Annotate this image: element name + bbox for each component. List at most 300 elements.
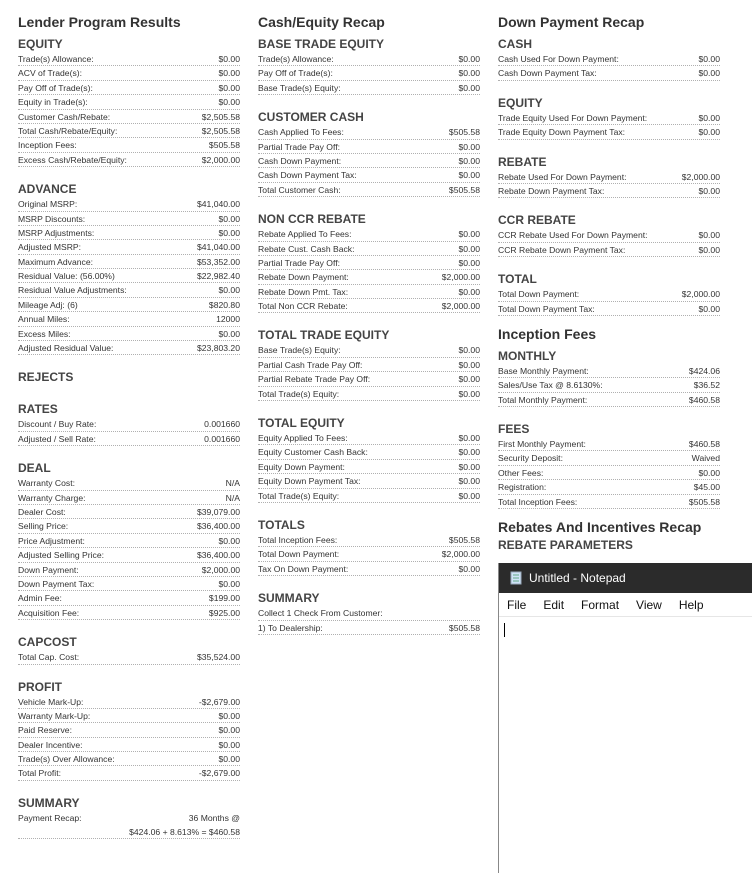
row-label: Cash Down Payment: [258, 155, 342, 166]
data-row [18, 66, 240, 80]
data-row [18, 563, 240, 577]
data-row [18, 695, 240, 709]
data-row [18, 491, 240, 505]
row-label: Trade Equity Used For Down Payment: [498, 112, 648, 123]
capcost-rows [18, 650, 240, 664]
row-label: Inception Fees: [18, 140, 77, 151]
row-value: $0.00 [458, 476, 480, 487]
row-label: First Monthly Payment: [498, 439, 586, 450]
row-value: $0.00 [458, 374, 480, 385]
row-value: 0.001660 [204, 433, 240, 444]
row-value: $36,400.00 [196, 550, 240, 561]
row-label: Total Inception Fees: [258, 534, 338, 545]
row-value: $0.00 [218, 54, 240, 64]
row-value: $0.00 [218, 213, 240, 224]
data-row [498, 302, 720, 316]
row-label: Cash Down Payment Tax: [258, 170, 357, 181]
data-row [258, 621, 480, 635]
row-value: $0.00 [218, 227, 240, 238]
rebate-heading: REBATE [498, 154, 547, 169]
row-value: $0.00 [458, 229, 480, 240]
data-row [258, 489, 480, 503]
data-row [498, 228, 720, 242]
data-row [18, 534, 240, 548]
fees-heading: FEES [498, 422, 530, 437]
row-label: Price Adjustment: [18, 535, 85, 546]
data-row [18, 52, 240, 66]
data-row [258, 140, 480, 154]
row-value: $2,000.00 [681, 171, 720, 182]
data-row [18, 153, 240, 167]
data-row [258, 154, 480, 168]
data-row [498, 170, 720, 184]
row-label: Cash Applied To Fees: [258, 127, 344, 138]
row-value: $820.80 [208, 299, 240, 310]
notepad-menu-bar [499, 593, 752, 617]
row-label: Rebate Applied To Fees: [258, 229, 352, 240]
row-label: 1) To Dealership: [258, 622, 323, 633]
data-row [18, 312, 240, 326]
totals-heading: TOTALS [258, 517, 305, 532]
row-label: Tax On Down Payment: [258, 563, 349, 574]
row-value: $0.00 [458, 461, 480, 472]
equity-heading: EQUITY [18, 37, 63, 51]
rates-rows [18, 417, 240, 446]
base-trade-equity-heading: BASE TRADE EQUITY [258, 37, 385, 51]
data-row [18, 548, 240, 562]
data-row [498, 364, 720, 378]
row-value: $0.00 [698, 230, 720, 241]
total-equity-heading: TOTAL EQUITY [258, 416, 345, 431]
data-row [498, 495, 720, 509]
row-label: Total Down Payment Tax: [498, 303, 595, 314]
row-label: Dealer Cost: [18, 506, 66, 517]
data-row [18, 255, 240, 269]
data-row [498, 125, 720, 139]
data-row [18, 709, 240, 723]
data-row [18, 95, 240, 109]
data-row [258, 66, 480, 80]
row-label: Total Inception Fees: [498, 496, 578, 507]
data-row [258, 431, 480, 445]
row-value: $0.00 [458, 345, 480, 356]
row-value: $0.00 [218, 97, 240, 108]
row-label: Adjusted Residual Value: [18, 343, 114, 354]
row-value: $0.00 [698, 467, 720, 478]
summary-heading: SUMMARY [18, 795, 80, 810]
row-value: $23,803.20 [196, 343, 240, 354]
row-label: Adjusted MSRP: [18, 242, 82, 253]
row-label: Customer Cash/Rebate: [18, 111, 111, 122]
row-value: $2,000.00 [441, 549, 480, 560]
row-label: Residual Value Adjustments: [18, 285, 127, 296]
rejects-heading: REJECTS [18, 370, 74, 385]
row-value: $424.06 [688, 365, 720, 376]
data-row [18, 283, 240, 297]
payment-recap-line: $424.06 + 8.613% = $460.58 [18, 825, 240, 839]
fees-rows [498, 437, 720, 509]
row-value: $505.58 [448, 622, 480, 633]
row-label: Rebate Used For Down Payment: [498, 171, 627, 182]
notepad-window[interactable] [498, 563, 752, 873]
data-row [258, 183, 480, 197]
data-row [258, 547, 480, 561]
row-value: $2,000.00 [441, 301, 480, 312]
row-value: $53,352.00 [196, 256, 240, 267]
lender-program-results-title: Lender Program Results [18, 14, 181, 30]
row-label: Other Fees: [498, 467, 544, 478]
data-row [498, 466, 720, 480]
ccr-rebate-rows [498, 228, 720, 257]
row-value: $0.00 [698, 68, 720, 79]
row-value: $0.00 [458, 563, 480, 574]
row-label: Partial Trade Pay Off: [258, 257, 340, 268]
row-value: $460.58 [688, 394, 720, 405]
data-row [498, 184, 720, 198]
row-label: Trade Equity Down Payment Tax: [498, 127, 626, 138]
total-trade-equity-rows [258, 343, 480, 401]
row-value: $0.00 [698, 54, 720, 64]
data-row [18, 81, 240, 95]
data-row [498, 393, 720, 407]
row-value: 0.001660 [204, 419, 240, 430]
data-row [18, 650, 240, 664]
cash-equity-recap-title: Cash/Equity Recap [258, 14, 385, 30]
row-value: $199.00 [208, 593, 240, 604]
row-label: Equity Applied To Fees: [258, 433, 348, 444]
row-label: Rebate Down Payment: [258, 272, 349, 283]
notepad-title-bar[interactable] [499, 563, 752, 593]
row-label: Trade(s) Allowance: [258, 54, 334, 64]
row-value: $0.00 [698, 127, 720, 138]
row-label: Rebate Down Pmt. Tax: [258, 286, 349, 297]
row-label: Excess Cash/Rebate/Equity: [18, 154, 127, 165]
data-row [498, 243, 720, 257]
row-value: 12000 [216, 314, 240, 325]
data-row [258, 358, 480, 372]
row-label: Total Cap. Cost: [18, 652, 80, 663]
cash-rows [498, 52, 720, 81]
total-equity-rows [258, 431, 480, 503]
menu-file[interactable]: File [507, 597, 527, 612]
row-value: $0.00 [458, 286, 480, 297]
row-value: -$2,679.00 [198, 768, 240, 779]
row-label: CCR Rebate Used For Down Payment: [498, 230, 648, 241]
row-value: $0.00 [218, 82, 240, 93]
rebates-incentives-title: Rebates And Incentives Recap [498, 519, 702, 536]
row-value: $0.00 [458, 388, 480, 399]
row-value: $0.00 [458, 257, 480, 268]
row-label: Selling Price: [18, 521, 69, 532]
row-value: $0.00 [698, 244, 720, 255]
row-value: $0.00 [458, 359, 480, 370]
cash-heading: CASH [498, 37, 533, 51]
row-value: $2,000.00 [441, 272, 480, 283]
data-row [258, 343, 480, 357]
equity-rows [18, 52, 240, 167]
row-value: Waived [691, 453, 720, 464]
data-row [18, 110, 240, 124]
row-label: Cash Used For Down Payment: [498, 54, 619, 64]
cash-equity-recap-column [258, 0, 480, 635]
notepad-icon [509, 571, 523, 585]
row-label: Cash Down Payment Tax: [498, 68, 597, 79]
equity3-heading: EQUITY [498, 95, 543, 110]
row-label: Partial Trade Pay Off: [258, 141, 340, 152]
row-label: Pay Off of Trade(s): [258, 68, 333, 79]
row-value: $36.52 [693, 380, 720, 391]
row-label: Equity Down Payment: [258, 461, 345, 472]
row-value: $0.00 [218, 535, 240, 546]
lender-program-results-column [18, 0, 240, 839]
row-label: Original MSRP: [18, 199, 78, 210]
data-row [18, 752, 240, 766]
data-row [18, 766, 240, 780]
data-row [258, 445, 480, 459]
data-row [18, 212, 240, 226]
row-label: Total Customer Cash: [258, 184, 341, 195]
row-label: Total Monthly Payment: [498, 394, 588, 405]
row-label: Rebate Cust. Cash Back: [258, 243, 355, 254]
notepad-text-area[interactable] [499, 617, 752, 873]
row-label: Pay Off of Trade(s): [18, 82, 93, 93]
row-value: $0.00 [698, 185, 720, 196]
data-row [258, 256, 480, 270]
row-label: Base Trade(s) Equity: [258, 82, 341, 93]
total3-rows [498, 287, 720, 316]
row-label: Total Non CCR Rebate: [258, 301, 348, 312]
row-label: Warranty Mark-Up: [18, 710, 91, 721]
data-row [258, 372, 480, 386]
data-row [18, 606, 240, 620]
row-value: $925.00 [208, 607, 240, 618]
row-label: Adjusted Selling Price: [18, 550, 104, 561]
menu-help[interactable]: Help [678, 597, 704, 612]
row-value: $2,505.58 [201, 125, 240, 136]
row-value: $505.58 [448, 534, 480, 545]
row-value: $505.58 [688, 496, 720, 507]
data-row [498, 437, 720, 451]
data-row [258, 52, 480, 66]
payment-recap-row [18, 811, 240, 825]
profit-rows [18, 695, 240, 781]
row-value: $2,000.00 [201, 154, 240, 165]
menu-view[interactable]: View [636, 597, 662, 612]
row-value: $0.00 [218, 754, 240, 765]
total-trade-equity-heading: TOTAL TRADE EQUITY [258, 328, 390, 343]
row-value: $0.00 [458, 433, 480, 444]
row-value: $41,040.00 [196, 199, 240, 210]
row-value: $2,000.00 [201, 564, 240, 575]
advance-rows [18, 197, 240, 355]
summary2-heading: SUMMARY [258, 591, 320, 606]
row-label: Maximum Advance: [18, 256, 93, 267]
advance-heading: ADVANCE [18, 182, 77, 197]
data-row [498, 451, 720, 465]
data-row [258, 533, 480, 547]
menu-format[interactable]: Format [581, 597, 620, 612]
row-label: Rebate Down Payment Tax: [498, 185, 605, 196]
data-row [18, 723, 240, 737]
rebate-parameters-heading: REBATE PARAMETERS [498, 538, 633, 553]
data-row [258, 242, 480, 256]
row-value: N/A [225, 492, 240, 503]
capcost-heading: CAPCOST [18, 635, 77, 650]
menu-edit[interactable]: Edit [543, 597, 565, 612]
monthly-rows [498, 364, 720, 407]
row-label: Sales/Use Tax @ 8.6130%: [498, 380, 603, 391]
monthly-heading: MONTHLY [498, 348, 557, 363]
row-label: Acquisition Fee: [18, 607, 80, 618]
data-row [258, 168, 480, 182]
row-label: Total Trade(s) Equity: [258, 490, 340, 501]
data-row [258, 474, 480, 488]
row-label: Warranty Cost: [18, 478, 75, 489]
row-label: Trade(s) Allowance: [18, 54, 94, 64]
down-payment-recap-title: Down Payment Recap [498, 14, 645, 30]
summary2-rows [258, 621, 480, 635]
row-value: $0.00 [458, 243, 480, 254]
row-label: Residual Value: (56.00%) [18, 271, 115, 282]
row-value: $0.00 [218, 710, 240, 721]
data-row [18, 476, 240, 490]
row-value: $2,000.00 [681, 289, 720, 300]
row-label: MSRP Adjustments: [18, 227, 95, 238]
payment-recap-label: Payment Recap: [18, 812, 82, 823]
row-label: Mileage Adj: (6) [18, 299, 78, 310]
row-label: Security Deposit: [498, 453, 563, 464]
data-row [498, 480, 720, 494]
rates-heading: RATES [18, 402, 58, 417]
row-value: $505.58 [448, 184, 480, 195]
row-value: $36,400.00 [196, 521, 240, 532]
data-row [258, 387, 480, 401]
row-label: Total Profit: [18, 768, 61, 779]
data-row [18, 138, 240, 152]
data-row [258, 270, 480, 284]
row-value: $41,040.00 [196, 242, 240, 253]
row-label: Down Payment Tax: [18, 578, 95, 589]
payment-recap-value: 36 Months @ [188, 812, 240, 823]
row-label: Partial Cash Trade Pay Off: [258, 359, 363, 370]
data-row [18, 124, 240, 138]
data-row [18, 577, 240, 591]
row-label: CCR Rebate Down Payment Tax: [498, 244, 626, 255]
row-value: $0.00 [458, 68, 480, 79]
data-row [18, 432, 240, 446]
deal-rows [18, 476, 240, 620]
data-row [258, 460, 480, 474]
row-label: MSRP Discounts: [18, 213, 86, 224]
row-value: $460.58 [688, 439, 720, 450]
customer-cash-rows [258, 125, 480, 197]
row-value: -$2,679.00 [198, 696, 240, 707]
data-row [18, 341, 240, 355]
text-caret [504, 623, 505, 637]
collect-check-line [258, 606, 480, 620]
data-row [258, 227, 480, 241]
row-value: N/A [225, 478, 240, 489]
data-row [258, 125, 480, 139]
row-value: $0.00 [218, 68, 240, 79]
total3-heading: TOTAL [498, 272, 537, 287]
row-value: $505.58 [208, 140, 240, 151]
equity3-rows [498, 111, 720, 140]
collect-check-label: Collect 1 Check From Customer: [258, 608, 383, 619]
data-row [18, 505, 240, 519]
deal-heading: DEAL [18, 461, 51, 476]
notepad-title: Untitled - Notepad [529, 571, 626, 585]
row-value: $0.00 [698, 303, 720, 314]
row-value: $0.00 [218, 578, 240, 589]
row-label: Adjusted / Sell Rate: [18, 433, 96, 444]
row-value: $0.00 [458, 447, 480, 458]
data-row [498, 378, 720, 392]
data-row [258, 562, 480, 576]
row-label: Dealer Incentive: [18, 739, 83, 750]
data-row [18, 240, 240, 254]
row-value: $0.00 [218, 739, 240, 750]
row-value: $0.00 [458, 82, 480, 93]
row-label: Down Payment: [18, 564, 79, 575]
row-label: Discount / Buy Rate: [18, 419, 97, 430]
row-value: $0.00 [218, 285, 240, 296]
totals-rows [258, 533, 480, 576]
ccr-rebate-heading: CCR REBATE [498, 213, 576, 228]
data-row [18, 298, 240, 312]
row-value: $505.58 [448, 127, 480, 138]
row-value: $0.00 [458, 490, 480, 501]
profit-heading: PROFIT [18, 679, 62, 694]
row-value: $0.00 [458, 155, 480, 166]
data-row [498, 111, 720, 125]
data-row [258, 299, 480, 313]
row-label: Annual Miles: [18, 314, 70, 325]
row-value: $39,079.00 [196, 506, 240, 517]
base-trade-equity-rows [258, 52, 480, 95]
row-value: $0.00 [698, 112, 720, 123]
row-value: $0.00 [218, 328, 240, 339]
data-row [18, 591, 240, 605]
data-row [18, 226, 240, 240]
data-row [18, 269, 240, 283]
non-ccr-rebate-heading: NON CCR REBATE [258, 212, 366, 227]
inception-fees-title: Inception Fees [498, 325, 597, 342]
row-value: $0.00 [458, 170, 480, 181]
data-row [498, 287, 720, 301]
data-row [498, 66, 720, 80]
row-value: $22,982.40 [196, 271, 240, 282]
rebate-rows [498, 170, 720, 199]
data-row [258, 285, 480, 299]
row-label: Total Down Payment: [258, 549, 340, 560]
data-row [498, 52, 720, 66]
row-label: Total Down Payment: [498, 289, 580, 300]
row-value: $0.00 [458, 141, 480, 152]
row-label: Equity in Trade(s): [18, 97, 88, 108]
data-row [258, 81, 480, 95]
row-value: $45.00 [693, 482, 720, 493]
row-label: Admin Fee: [18, 593, 62, 604]
row-label: Excess Miles: [18, 328, 71, 339]
row-value: $35,524.00 [196, 652, 240, 663]
data-row [18, 417, 240, 431]
row-label: Paid Reserve: [18, 725, 72, 736]
row-label: Base Trade(s) Equity: [258, 345, 341, 356]
row-label: Registration: [498, 482, 547, 493]
row-label: Partial Rebate Trade Pay Off: [258, 374, 371, 385]
row-value: $0.00 [458, 54, 480, 64]
